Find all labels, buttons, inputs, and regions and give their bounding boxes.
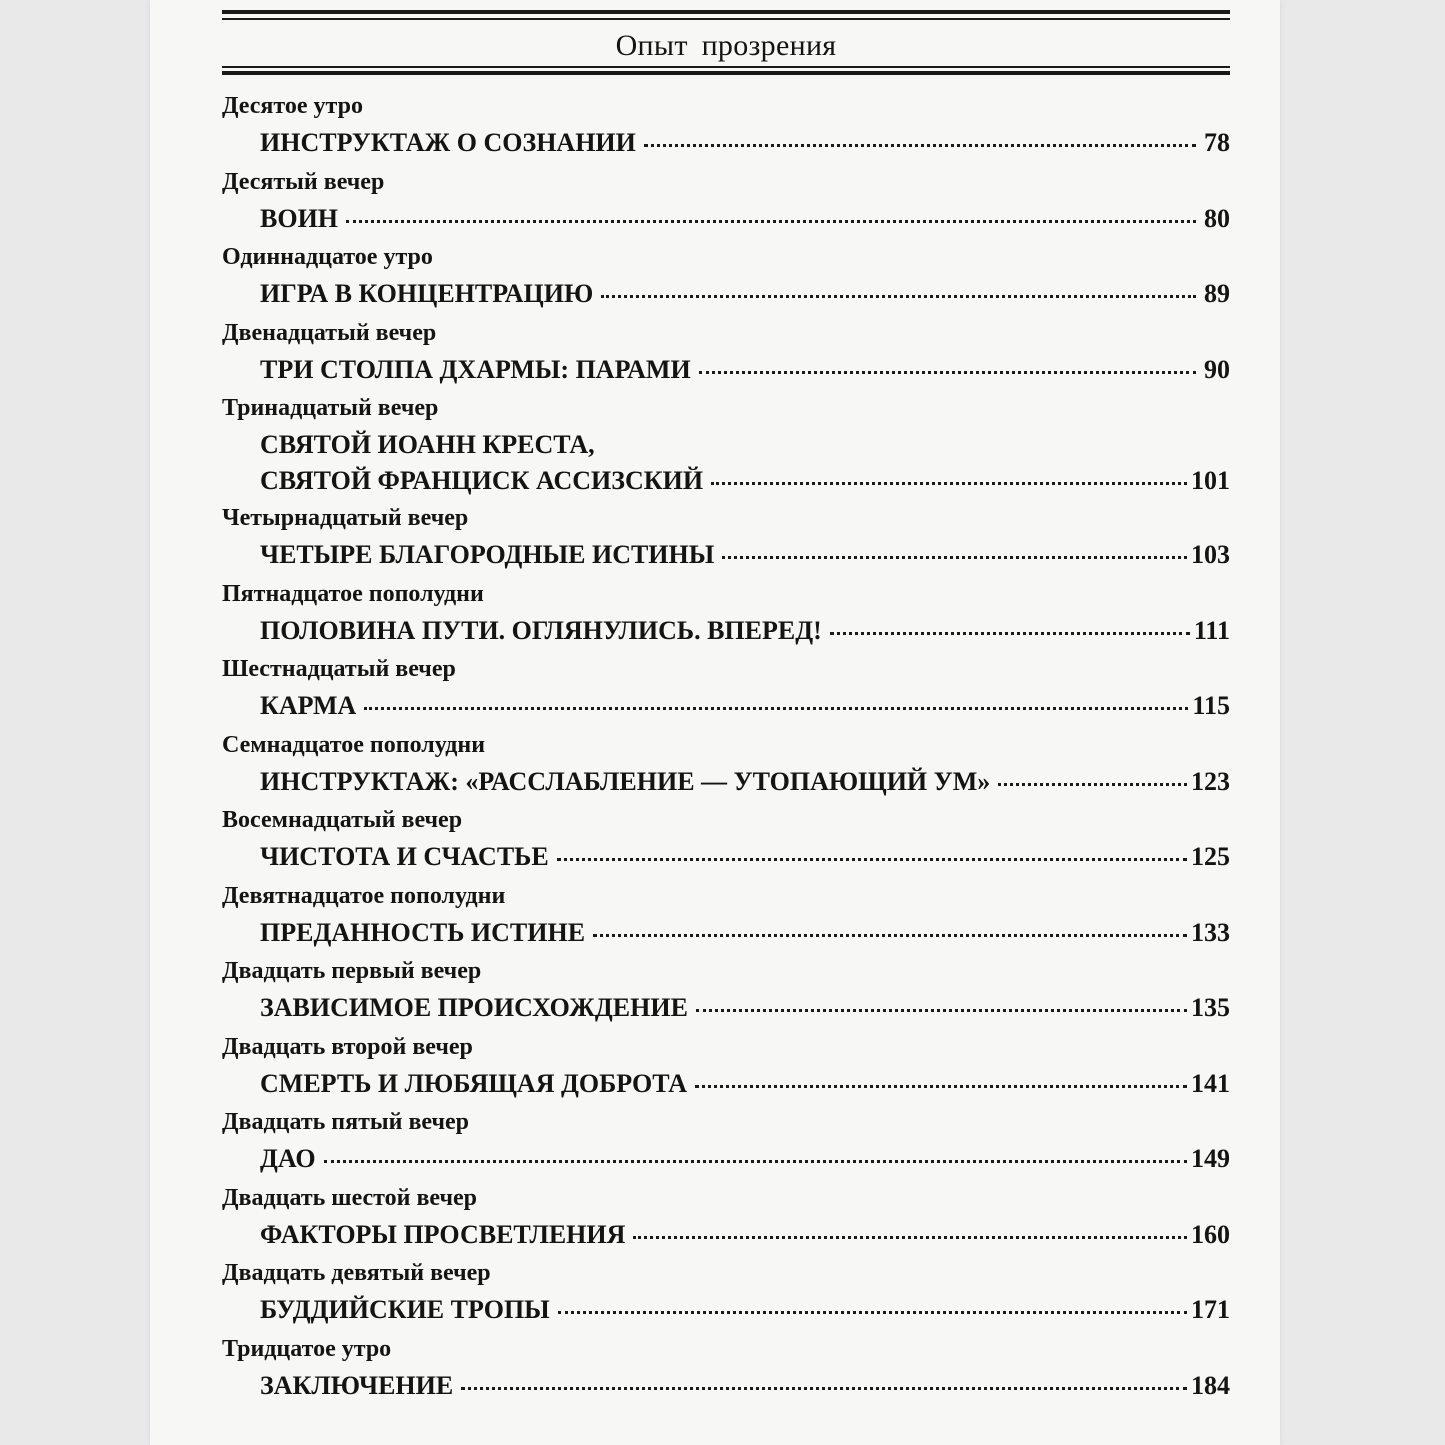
toc-title: СМЕРТЬ И ЛЮБЯЩАЯ ДОБРОТА [260, 1068, 688, 1098]
toc-title: ДАО [260, 1144, 316, 1173]
dot-leader [364, 707, 1188, 710]
toc-section-label: Двадцать девятый вечер [222, 1260, 491, 1286]
toc-title-line [260, 991, 1230, 1025]
toc-title-line [260, 202, 1230, 236]
toc-page-number: 160 [1191, 1219, 1230, 1249]
dot-leader [461, 1387, 1187, 1390]
toc-entry [222, 802, 1230, 878]
toc-title-line [260, 916, 1230, 950]
toc-section-label: Семнадцатое пополудни [222, 731, 486, 758]
toc-title: ЧЕТЫРЕ БЛАГОРОДНЫЕ ИСТИНЫ [260, 540, 715, 569]
toc-entry [222, 1104, 1230, 1180]
toc-title-line [260, 840, 1230, 874]
toc-page-number: 184 [1191, 1370, 1230, 1400]
toc-title: ИНСТРУКТАЖ: «РАССЛАБЛЕНИЕ — УТОПАЮЩИЙ УМ» [260, 766, 991, 796]
toc-title-line [260, 126, 1230, 160]
dot-leader [830, 632, 1190, 635]
dot-leader [644, 144, 1196, 147]
toc-entry [222, 727, 1230, 803]
toc-title: ПРЕДАННОСТЬ ИСТИНЕ [260, 917, 586, 947]
toc-entry [222, 1331, 1230, 1407]
toc-section-label: Десятый вечер [222, 168, 385, 195]
toc-entry [222, 1029, 1230, 1105]
toc-page-number: 149 [1191, 1144, 1230, 1173]
toc-section-label: Четырнадцатый вечер [222, 505, 469, 531]
toc-title-line [260, 1067, 1230, 1101]
toc-page-number: 111 [1193, 615, 1230, 645]
toc-page-number: 103 [1191, 540, 1230, 569]
toc-title: ВОИН [260, 203, 339, 233]
toc-page-number: 101 [1191, 466, 1230, 495]
toc-title: ИНСТРУКТАЖ О СОЗНАНИИ [260, 128, 636, 157]
toc-title: ФАКТОРЫ ПРОСВЕТЛЕНИЯ [260, 1219, 626, 1249]
toc-section-label: Десятое утро [222, 93, 363, 119]
toc-page-number: 80 [1204, 203, 1230, 233]
dot-leader [695, 1085, 1187, 1088]
toc-entry [222, 239, 1230, 315]
dot-leader [593, 934, 1187, 937]
toc-page-number: 90 [1204, 354, 1230, 384]
toc-section-label: Пятнадцатое пополудни [222, 580, 484, 607]
toc-title-line [260, 464, 1230, 498]
toc-title-line [260, 353, 1230, 387]
dot-leader [557, 858, 1187, 861]
header-rule-thick [222, 71, 1230, 75]
toc-page-number: 171 [1191, 1295, 1230, 1324]
toc-section-label: Одиннадцатое утро [222, 244, 433, 270]
header-rule-thin [222, 66, 1230, 68]
toc-section-label: Двенадцатый вечер [222, 319, 437, 346]
toc-section-label: Двадцать второй вечер [222, 1033, 473, 1060]
toc-title: СВЯТОЙ ФРАНЦИСК АССИЗСКИЙ [260, 466, 704, 495]
dot-leader [324, 1160, 1187, 1163]
toc-section-label: Восемнадцатый вечер [222, 807, 463, 833]
running-title: Опыт прозрения [615, 29, 837, 62]
toc-title: ТРИ СТОЛПА ДХАРМЫ: ПАРАМИ [260, 354, 691, 384]
dot-leader [722, 556, 1187, 559]
toc-entry [222, 500, 1230, 576]
toc-page-number: 123 [1191, 766, 1230, 796]
toc-title-line [260, 689, 1230, 723]
toc-section-label: Двадцать первый вечер [222, 958, 482, 984]
dot-leader [696, 1009, 1187, 1012]
toc-title: КАРМА [260, 691, 357, 720]
toc-title: ЗАВИСИМОЕ ПРОИСХОЖДЕНИЕ [260, 993, 688, 1022]
toc-title-line [260, 1293, 1230, 1327]
toc-title: ПОЛОВИНА ПУТИ. ОГЛЯНУЛИСЬ. ВПЕРЕД! [260, 615, 822, 645]
toc-page-number: 78 [1204, 128, 1230, 157]
toc-title: ЗАКЛЮЧЕНИЕ [260, 1370, 454, 1400]
top-rule-thin [222, 18, 1230, 20]
toc-entry [222, 878, 1230, 954]
toc-section-label: Шестнадцатый вечер [222, 656, 456, 682]
toc-title: ЧИСТОТА И СЧАСТЬЕ [260, 842, 549, 871]
dot-leader [998, 783, 1187, 786]
toc-entry [222, 390, 1230, 500]
toc-title-line [260, 277, 1230, 311]
toc-entry [222, 88, 1230, 164]
toc-section-label: Тринадцатый вечер [222, 395, 439, 421]
dot-leader [699, 371, 1196, 374]
dot-leader [558, 1311, 1187, 1314]
toc-page-number: 115 [1192, 691, 1230, 720]
table-of-contents [222, 88, 1230, 1406]
toc-entry [222, 576, 1230, 652]
toc-section-label: Двадцать пятый вечер [222, 1109, 470, 1135]
toc-page-number: 135 [1191, 993, 1230, 1022]
top-rule-thick [222, 10, 1230, 14]
toc-title-line [260, 765, 1230, 799]
toc-page-number: 141 [1191, 1068, 1230, 1098]
toc-entry [222, 164, 1230, 240]
toc-title-line [260, 1142, 1230, 1176]
toc-entry [222, 651, 1230, 727]
dot-leader [633, 1236, 1187, 1239]
toc-title-line [260, 538, 1230, 572]
dot-leader [711, 482, 1187, 485]
toc-page-number: 89 [1204, 279, 1230, 308]
dot-leader [346, 220, 1196, 223]
toc-page-number: 125 [1191, 842, 1230, 871]
toc-section-label: Девятнадцатое пополудни [222, 882, 506, 909]
toc-title: СВЯТОЙ ИОАНН КРЕСТА, [260, 430, 595, 459]
toc-title-line [260, 614, 1230, 648]
toc-title-line [260, 1369, 1230, 1403]
toc-section-label: Двадцать шестой вечер [222, 1184, 478, 1211]
toc-section-label: Тридцатое утро [222, 1335, 392, 1362]
toc-title: БУДДИЙСКИЕ ТРОПЫ [260, 1295, 550, 1324]
toc-title-line [260, 428, 1230, 462]
toc-title: ИГРА В КОНЦЕНТРАЦИЮ [260, 279, 594, 308]
dot-leader [601, 295, 1196, 298]
toc-entry [222, 1255, 1230, 1331]
toc-page-number: 133 [1191, 917, 1230, 947]
toc-entry [222, 315, 1230, 391]
toc-entry [222, 1180, 1230, 1256]
toc-title-line [260, 1218, 1230, 1252]
toc-entry [222, 953, 1230, 1029]
